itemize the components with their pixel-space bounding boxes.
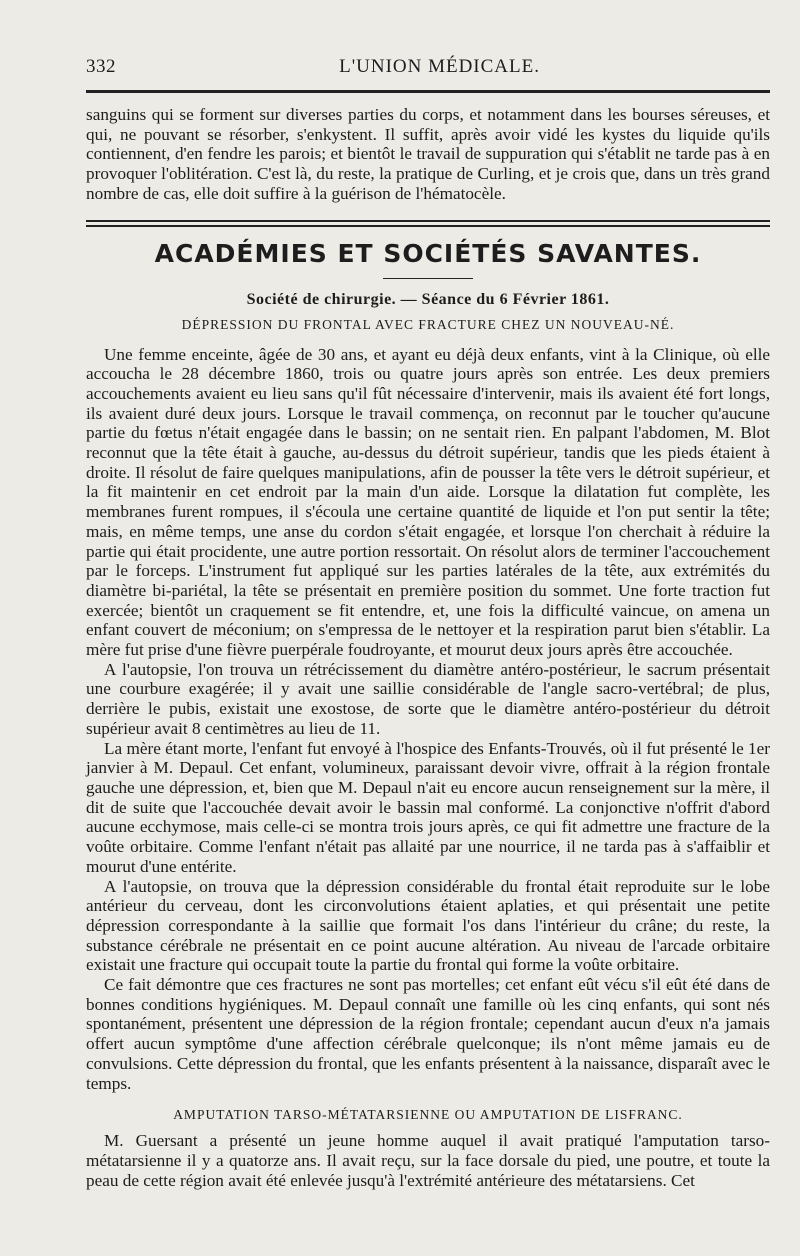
page-header <box>86 56 770 88</box>
article-body <box>86 345 770 1191</box>
paragraph: La mère étant morte, l'enfant fut envoyé à l'hospice des Enfants-Trouvés, où il fut présenté le 1er janvier à M. Depaul. Cet enfant, volumineux, paraissant devoir vivre, offrait à la région frontale gauche une dépression, et, bien que M. Depaul n'ait eu encore aucun renseignement sur la mère, il dit de suite que l'accouchée devait avoir le bassin mal conformé. La conjonctive n'offrit d'abord aucune ecchymose, mais celle-ci se montra trois jours après, ce qui fit admettre une fracture de la voûte orbitaire. Comme l'enfant n'était pas allaité par une nourrice, il ne tarda pas à s'affaiblir et mourut d'une entérite. <box>86 738 770 876</box>
section-rule-bottom <box>86 225 770 227</box>
header-rule <box>86 90 770 93</box>
subheading-lisfranc: AMPUTATION TARSO-MÉTATARSIENNE OU AMPUTATION DE LISFRANC. <box>173 1107 683 1123</box>
section-title: ACADÉMIES ET SOCIÉTÉS SAVANTES. <box>154 238 702 268</box>
subheading-frontal: DÉPRESSION DU FRONTAL AVEC FRACTURE CHEZ UN NOUVEAU-NÉ. <box>181 316 675 332</box>
title-rule <box>383 278 473 279</box>
paragraph: Ce fait démontre que ces fractures ne sont pas mortelles; cet enfant eût vécu s'il eût été dans de bonnes conditions hygiéniques. M. Depaul connaît une famille où les cinq enfants, qui sont nés spontanément, présentent une dépression de la région frontale; cependant aucun d'eux n'a jamais offert aucun symptôme d'une affection cérébrale quelconque; ils n'ont même jamais eu de convulsions. Cette dépression du frontal, que les enfants présentent à la naissance, disparaît avec le temps. <box>86 975 770 1093</box>
session-line: Société de chirurgie. — Séance du 6 Février 1861. <box>246 290 610 308</box>
section-rule-top <box>86 220 770 222</box>
running-title: L'UNION MÉDICALE. <box>339 56 540 77</box>
page-number: 332 <box>86 56 116 77</box>
paragraph-last: M. Guersant a présenté un jeune homme auquel il avait pratiqué l'amputation tarso-métatarsienne il y a quatorze ans. Il avait reçu, sur la face dorsale du pied, une poutre, et toute la peau de cette région avait été enlevée jusqu'à l'extrémité antérieure des métatarsiens. Cet <box>86 1131 770 1190</box>
paragraph: A l'autopsie, l'on trouva un rétrécissement du diamètre antéro-postérieur, le sacrum présentait une courbure exagérée; il y avait une saillie considérable de l'angle sacro-vertébral; de plus, derrière le pubis, existait une exostose, de sorte que le diamètre antéro-postérieur du détroit supérieur avait 8 centimètres au lieu de 11. <box>86 659 770 738</box>
intro-paragraph: sanguins qui se forment sur diverses parties du corps, et notamment dans les bourses séreuses, et qui, ne pouvant se résorber, s'enkystent. Il suffit, après avoir vidé les kystes du liquide qu'ils contiennent, d'en fendre les parois; et bientôt le travail de suppuration qui s'établit ne tarde pas à en provoquer l'oblitération. C'est là, du reste, la pratique de Curling, et je crois que, dans un très grand nombre de cas, elle doit suffire à la guérison de l'hématocèle. <box>86 105 770 203</box>
intro-block <box>86 105 770 204</box>
paragraph: A l'autopsie, on trouva que la dépression considérable du frontal était reproduite sur le lobe antérieur du cerveau, dont les circonvolutions étaient aplaties, et qui présentait une petite dépression correspondante à la saillie que formait l'os dans l'intérieur du crâne; du reste, la substance cérébrale ne présentait en ce point aucune altération. Au niveau de l'arcade orbitaire existait une fracture qui occupait toute la partie du frontal qui forme la voûte orbitaire. <box>86 876 770 975</box>
paragraph: Une femme enceinte, âgée de 30 ans, et ayant eu déjà deux enfants, vint à la Clinique, où elle accoucha le 28 décembre 1860, trois ou quatre jours après son entrée. Les deux premiers accouchements avaient eu lieu sans qu'il fût nécessaire d'intervenir, mais ils avaient été fort longs, ils avaient duré deux jours. Lorsque le travail commença, on reconnut par le toucher qu'aucune partie du fœtus n'était engagée dans le bassin; on ne sentait rien. En palpant l'abdomen, M. Blot reconnut que la tête était à gauche, au-dessus du détroit supérieur, tandis que les pieds étaient à droite. Il résolut de faire quelques manipulations, afin de pousser la tête vers le détroit supérieur, et la fit maintenir en cet endroit par la main d'un aide. Lorsque la dilatation fut complète, les membranes furent rompues, il s'écoula une certaine quantité de liquide et l'on put sentir la tête; mais, en même temps, une anse du cordon s'était engagée, et lorsque l'on cherchait à réduire la partie qui était procidente, une autre portion ressortait. On résolut alors de terminer l'accouchement par le forceps. L'instrument fut appliqué sur les parties latérales de la tête, aux extrémités du diamètre bi-pariétal, la tête se présentait en première position du sommet. Une forte traction fut exercée; bientôt un craquement se fit entendre, et, une fois la difficulté vaincue, on amena un enfant couvert de méconium; on s'empressa de le nettoyer et la respiration parut bien s'établir. La mère fut prise d'une fièvre puerpérale foudroyante, et mourut deux jours après être accouchée. <box>86 344 770 660</box>
